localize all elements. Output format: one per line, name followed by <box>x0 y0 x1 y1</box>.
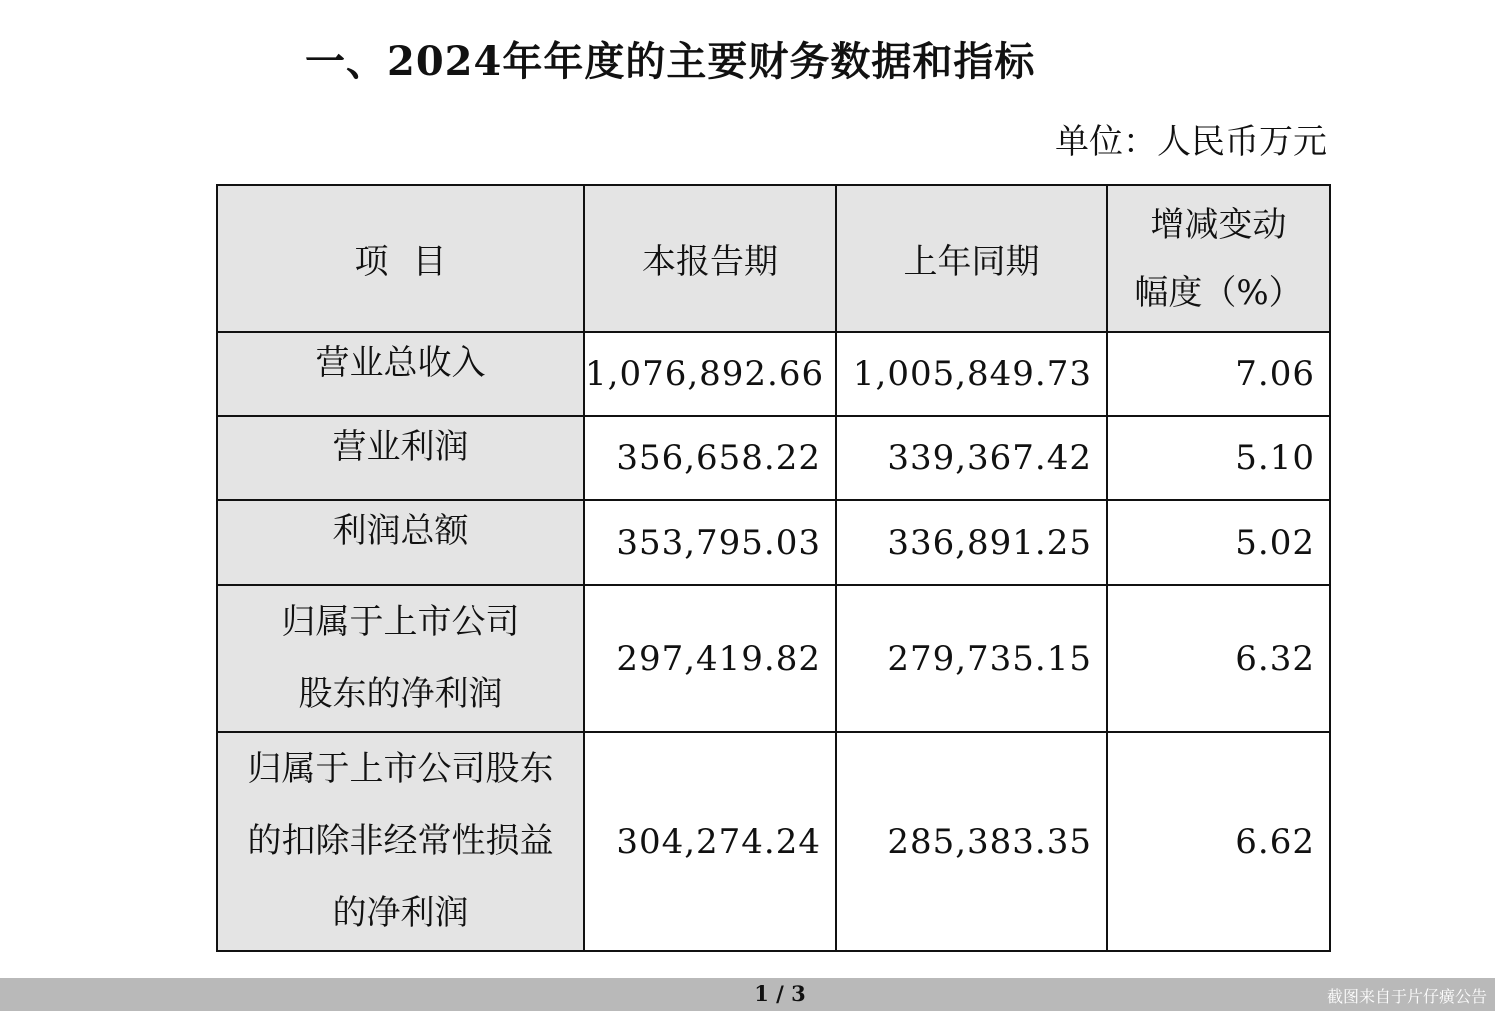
footer-bar <box>0 978 1495 1011</box>
row-current-value: 297,419.82 <box>584 585 836 732</box>
row-previous-value: 1,005,849.73 <box>836 332 1107 416</box>
row-previous-value: 279,735.15 <box>836 585 1107 732</box>
unit-label: 单位：人民币万元 <box>1055 122 1327 162</box>
row-item-line: 的净利润 <box>332 893 469 933</box>
header-change-line1: 增减变动 <box>1150 204 1287 245</box>
row-item-line: 的扣除非经常性损益 <box>247 821 554 861</box>
row-change-value: 5.10 <box>1107 416 1330 500</box>
row-item-line: 归属于上市公司 <box>281 602 520 642</box>
source-watermark: 截图来自于片仔癀公告 <box>1326 987 1487 1006</box>
row-item-label <box>217 732 584 951</box>
row-previous-value: 339,367.42 <box>836 416 1107 500</box>
table-row <box>217 500 1330 585</box>
row-change-value: 6.32 <box>1107 585 1330 732</box>
financial-data-table <box>216 184 1331 952</box>
table-row <box>217 732 1330 951</box>
row-change-value: 5.02 <box>1107 500 1330 585</box>
row-item-label <box>217 500 584 585</box>
row-item-label <box>217 585 584 732</box>
header-change-rate <box>1107 185 1330 332</box>
row-change-value: 6.62 <box>1107 732 1330 951</box>
row-item-line: 股东的净利润 <box>298 674 503 714</box>
page-title: 一、2024年年度的主要财务数据和指标 <box>305 38 1036 85</box>
page-number: 1 / 3 <box>754 981 806 1006</box>
row-previous-value: 285,383.35 <box>836 732 1107 951</box>
table-row <box>217 416 1330 500</box>
header-current-period: 本报告期 <box>584 185 836 332</box>
row-current-value: 1,076,892.66 <box>584 332 836 416</box>
row-item-label <box>217 332 584 416</box>
row-item-line: 归属于上市公司股东 <box>247 749 554 789</box>
row-item-label <box>217 416 584 500</box>
row-current-value: 353,795.03 <box>584 500 836 585</box>
row-current-value: 356,658.22 <box>584 416 836 500</box>
row-previous-value: 336,891.25 <box>836 500 1107 585</box>
table-row <box>217 332 1330 416</box>
row-change-value: 7.06 <box>1107 332 1330 416</box>
header-previous-period: 上年同期 <box>836 185 1107 332</box>
table-header-row <box>217 185 1330 332</box>
row-item-line: 利润总额 <box>332 511 469 551</box>
row-current-value: 304,274.24 <box>584 732 836 951</box>
header-change-line2: 幅度（%） <box>1134 272 1303 313</box>
header-item: 项目 <box>217 185 584 332</box>
table-row <box>217 585 1330 732</box>
row-item-line: 营业利润 <box>332 427 469 467</box>
row-item-line: 营业总收入 <box>315 343 486 383</box>
